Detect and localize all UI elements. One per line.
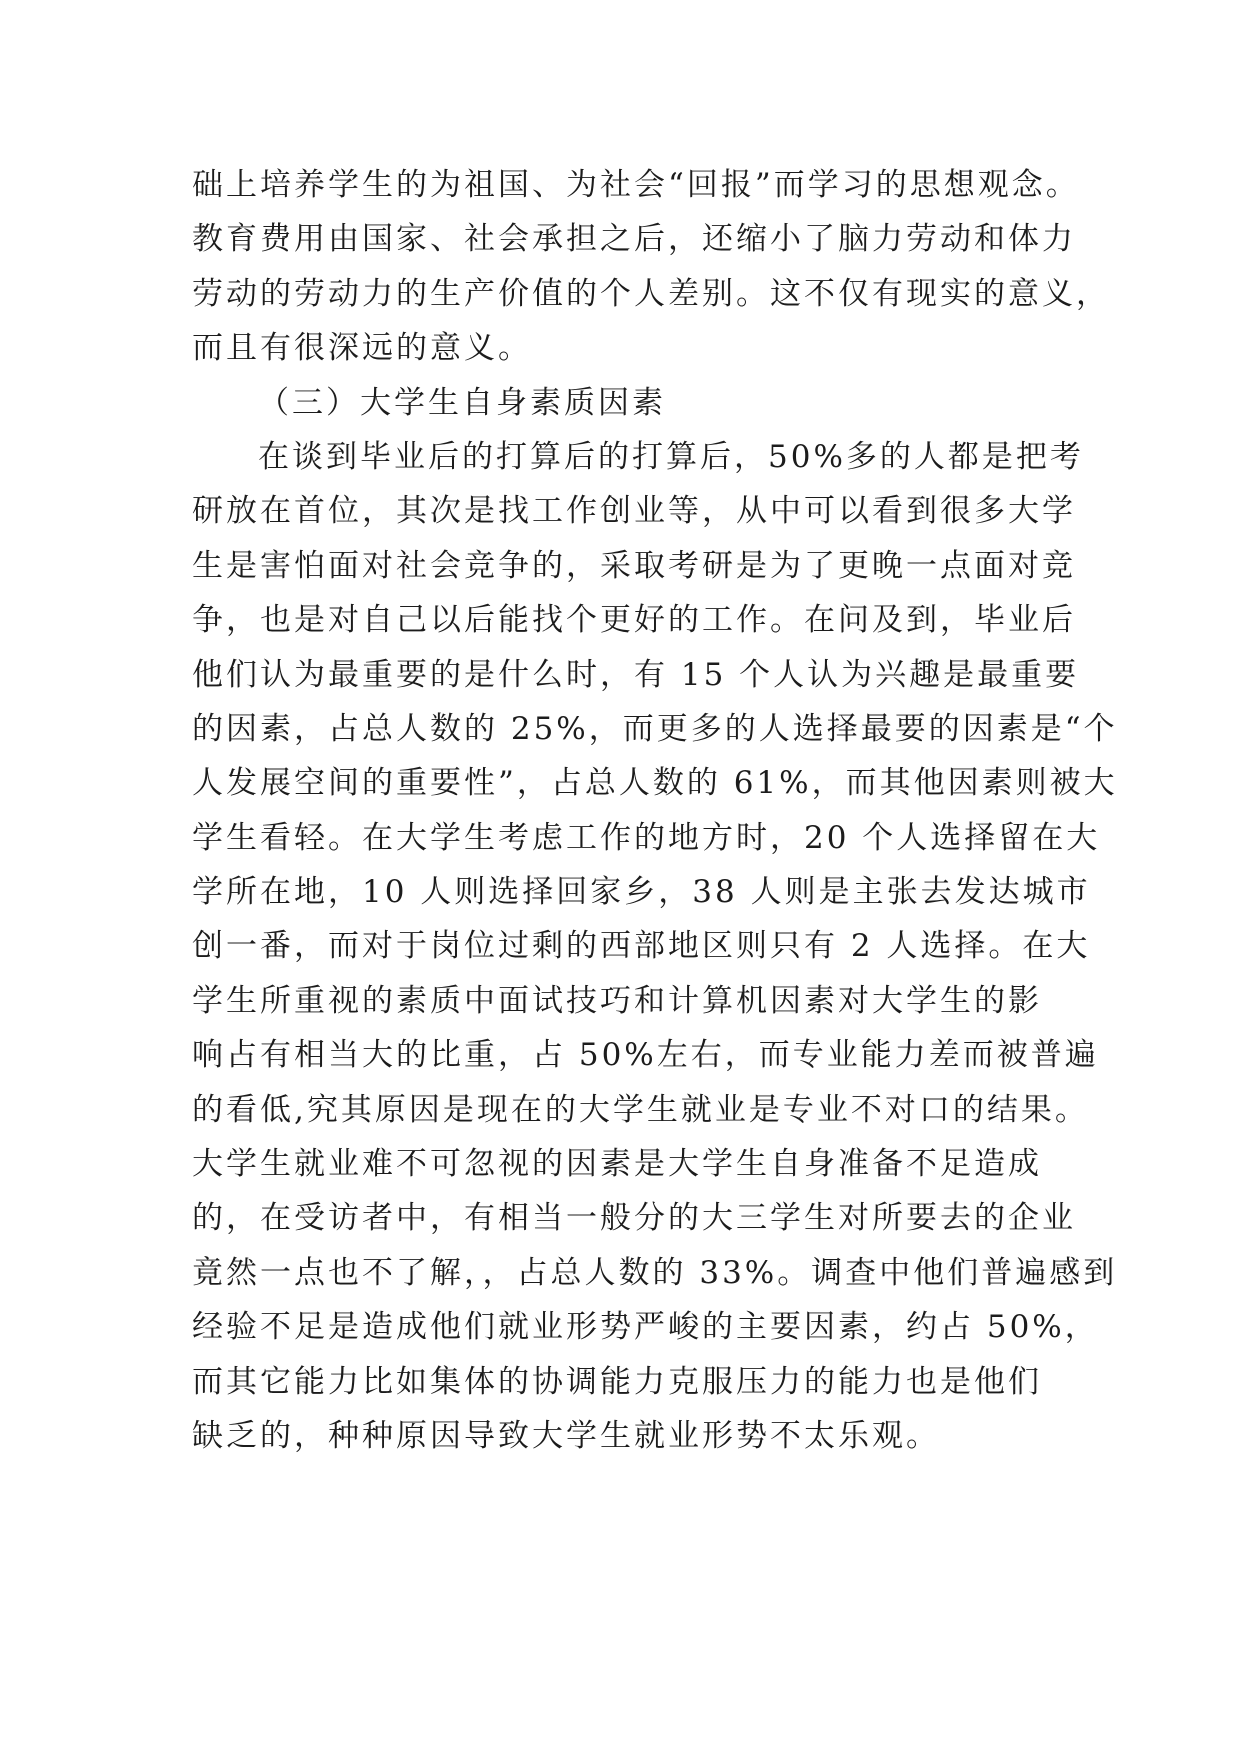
text-line: 经验不足是造成他们就业形势严峻的主要因素，约占 50%， (192, 1309, 1099, 1346)
text-line: 缺乏的，种种原因导致大学生就业形势不太乐观。 (192, 1417, 940, 1454)
text-line: 响占有相当大的比重，占 50%左右，而专业能力差而被普遍 (192, 1037, 1099, 1074)
section-heading: （三）大学生自身素质因素 (258, 384, 666, 421)
document-body (192, 158, 1118, 1463)
text-line: 生是害怕面对社会竞争的，采取考研是为了更晚一点面对竞 (192, 547, 1076, 584)
text-line: 学生所重视的素质中面试技巧和计算机因素对大学生的影 (192, 982, 1042, 1019)
text-line: 而其它能力比如集体的协调能力克服压力的能力也是他们 (192, 1363, 1042, 1400)
text-line: 他们认为最重要的是什么时，有 15 个人认为兴趣是最重要 (192, 656, 1080, 693)
text-line: 竟然一点也不了解，，占总人数的 33%。调查中他们普遍感到 (192, 1254, 1118, 1291)
text-line: 大学生就业难不可忽视的因素是大学生自身准备不足造成 (192, 1146, 1042, 1183)
text-line: 学生看轻。在大学生考虑工作的地方时，20 个人选择留在大 (192, 819, 1101, 856)
text-line: 劳动的劳动力的生产价值的个人差别。这不仅有现实的意义， (192, 275, 1110, 312)
text-line: 争，也是对自己以后能找个更好的工作。在问及到，毕业后 (192, 602, 1076, 639)
text-line: 的看低,究其原因是现在的大学生就业是专业不对口的结果。 (192, 1091, 1089, 1128)
paragraph-start-line: 在谈到毕业后的打算后的打算后，50%多的人都是把考 (258, 438, 1084, 475)
text-line: 础上培养学生的为祖国、为社会“回报”而学习的思想观念。 (192, 167, 1080, 203)
text-line: 的，在受访者中，有相当一般分的大三学生对所要去的企业 (192, 1200, 1076, 1237)
text-line: 人发展空间的重要性”，占总人数的 61%，而其他因素则被大 (192, 765, 1118, 802)
text-line: 教育费用由国家、社会承担之后，还缩小了脑力劳动和体力 (192, 221, 1076, 258)
text-line: 研放在首位，其次是找工作创业等，从中可以看到很多大学 (192, 493, 1076, 530)
text-line: 的因素，占总人数的 25%，而更多的人选择最要的因素是“个 (192, 710, 1118, 747)
text-line: 而且有很深远的意义。 (192, 330, 532, 367)
text-line: 创一番，而对于岗位过剩的西部地区则只有 2 人选择。在大 (192, 928, 1091, 965)
text-line: 学所在地，10 人则选择回家乡，38 人则是主张去发达城市 (192, 874, 1091, 911)
